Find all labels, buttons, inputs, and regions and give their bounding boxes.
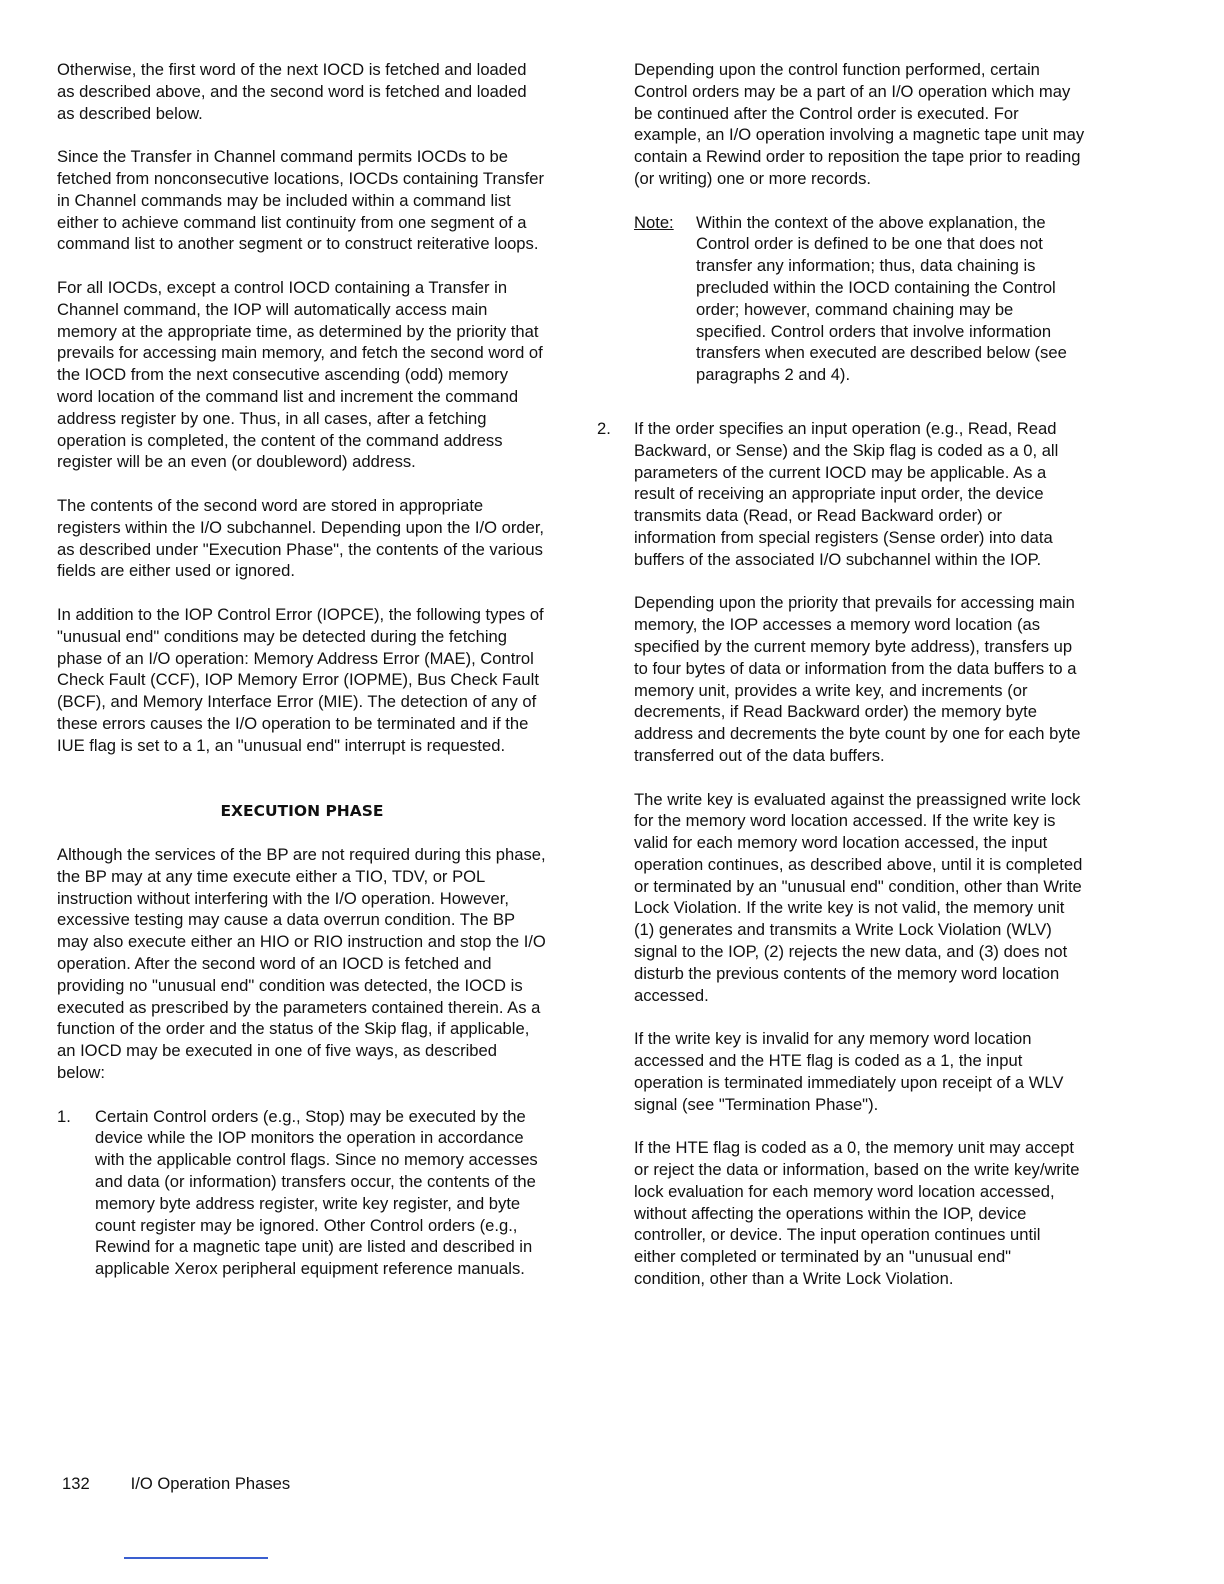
list-item-text: Certain Control orders (e.g., Stop) may be executed by the device while the IOP monitors the operation in accordance with the applicable control flags. Since no memory accesses and data (or information) transfers occur, the contents of the memory byte address register, write key register, and byte count register may be ignored. Other Control orders (e.g., Rewind for a magnetic tape unit) are listed and described in applicable Xerox peripheral equipment reference manuals. [95,1106,538,1279]
left-column [57,59,547,1302]
paragraph: Since the Transfer in Channel command permits IOCDs to be fetched from nonconsecutive locations, IOCDs containing Transfer in Channel commands may be included within a command list either to achieve command list continuity from one segment of a command list to another segment or to construct reiterative loops. [57,147,544,254]
paragraph: Depending upon the priority that prevails for accessing main memory, the IOP accesses a memory word location (as specified by the current memory byte address), transfers up to four bytes of data or information from the data buffers to a memory unit, provides a write key, and increments (or decrements, if Read Backward order) the memory byte address and decrements the byte count by one for each byte transferred out of the data buffers. [634,593,1081,765]
list-item-number: 1. [57,1106,71,1126]
paragraph: If the HTE flag is coded as a 0, the memory unit may accept or reject the data or information, based on the write key/write lock evaluation for each memory word location accessed, without affecting the operations within the IOP, device controller, or device. The input operation continues until either completed or terminated by an "unusual end" condition, other than a Write Lock Violation. [634,1138,1080,1289]
list-item [57,1106,547,1280]
paragraph: Otherwise, the first word of the next IOCD is fetched and loaded as described above, and the second word is fetched and loaded as described below. [57,60,527,123]
page-number: 132 [62,1474,90,1493]
note-label: Note: [634,212,674,232]
paragraph: For all IOCDs, except a control IOCD containing a Transfer in Channel command, the IOP will automatically access main memory at the appropriate time, as determined by the priority that prevails for accessing main memory, and fetch the second word of the IOCD from the next consecutive ascending (odd) memory word location of the command list and increment the command address register by one. Thus, in all cases, after a fetching operation is completed, the content of the command address register will be an even (or doubleword) address. [57,277,543,472]
paragraph: The contents of the second word are stored in appropriate registers within the I/O subchannel. Depending upon the I/O order, as described under "Execution Phase", the contents of the various fields are either used or ignored. [57,495,545,581]
paragraph: Depending upon the control function performed, certain Control orders may be a part of an I/O operation which may be continued after the Control order is executed. For example, an I/O operation involving a magnetic tape unit may contain a Rewind order to reposition the tape prior to reading (or writing) one or more records. [634,60,1085,188]
footer-section-title: I/O Operation Phases [130,1474,291,1493]
list-item-text: If the order specifies an input operation (e.g., Read, Read Backward, or Sense) and the Skip flag is coded as a 0, all parameters of the current IOCD may be applicable. As a result of receiving an appropriate input order, the device transmits data (Read, or Read Backward order) or information from special registers (Sense order) into data buffers of the associated I/O subchannel within the IOP. [634,418,1059,569]
paragraph: The write key is evaluated against the preassigned write lock for the memory word location accessed. If the write key is valid for each memory word location accessed, the input operation continues, as described above, until it is completed or terminated by an "unusual end" condition, other than Write Lock Violation. If the write key is not valid, the memory unit (1) generates and transmits a Write Lock Violation (WLV) signal to the IOP, (2) rejects the new data, and (3) does not disturb the previous contents of the memory word location accessed. [634,789,1083,1005]
list-item [597,418,1086,571]
section-heading: EXECUTION PHASE [220,801,384,820]
note-text: Within the context of the above explanation, the Control order is defined to be one that does not transfer any information; thus, data chaining is precluded within the IOCD containing the Control order; however, command chaining may be specified. Control orders that involve information transfers when executed are described below (see paragraphs 2 and 4). [696,212,1067,385]
paragraph: If the write key is invalid for any memory word location accessed and the HTE flag is coded as a 1, the input operation is terminated immediately upon receipt of a WLV signal (see "Termination Phase"). [634,1029,1064,1114]
footer-rule [124,1557,268,1559]
right-column [597,59,1086,1312]
list-item-number: 2. [597,418,611,438]
page-footer [62,1474,290,1494]
note-block [634,212,1086,386]
paragraph: In addition to the IOP Control Error (IOPCE), the following types of "unusual end" conditions may be detected during the fetching phase of an I/O operation: Memory Address Error (MAE), Control Check Fault (CCF), IOP Memory Error (IOPME), Bus Check Fault (BCF), and Memory Interface Error (MIE). The detection of any of these errors causes the I/O operation to be terminated and if the IUE flag is set to a 1, an "unusual end" interrupt is requested. [57,604,544,755]
paragraph: Although the services of the BP are not required during this phase, the BP may at any time execute either a TIO, TDV, or POL instruction without interfering with the I/O operation. However, excessive testing may cause a data overrun condition. The BP may also execute either an HIO or RIO instruction and stop the I/O operation. After the second word of an IOCD is fetched and providing no "unusual end" condition was detected, the IOCD is executed as prescribed by the parameters contained therein. As a function of the order and the status of the Skip flag, if applicable, an IOCD may be executed in one of five ways, as described below: [57,845,546,1083]
